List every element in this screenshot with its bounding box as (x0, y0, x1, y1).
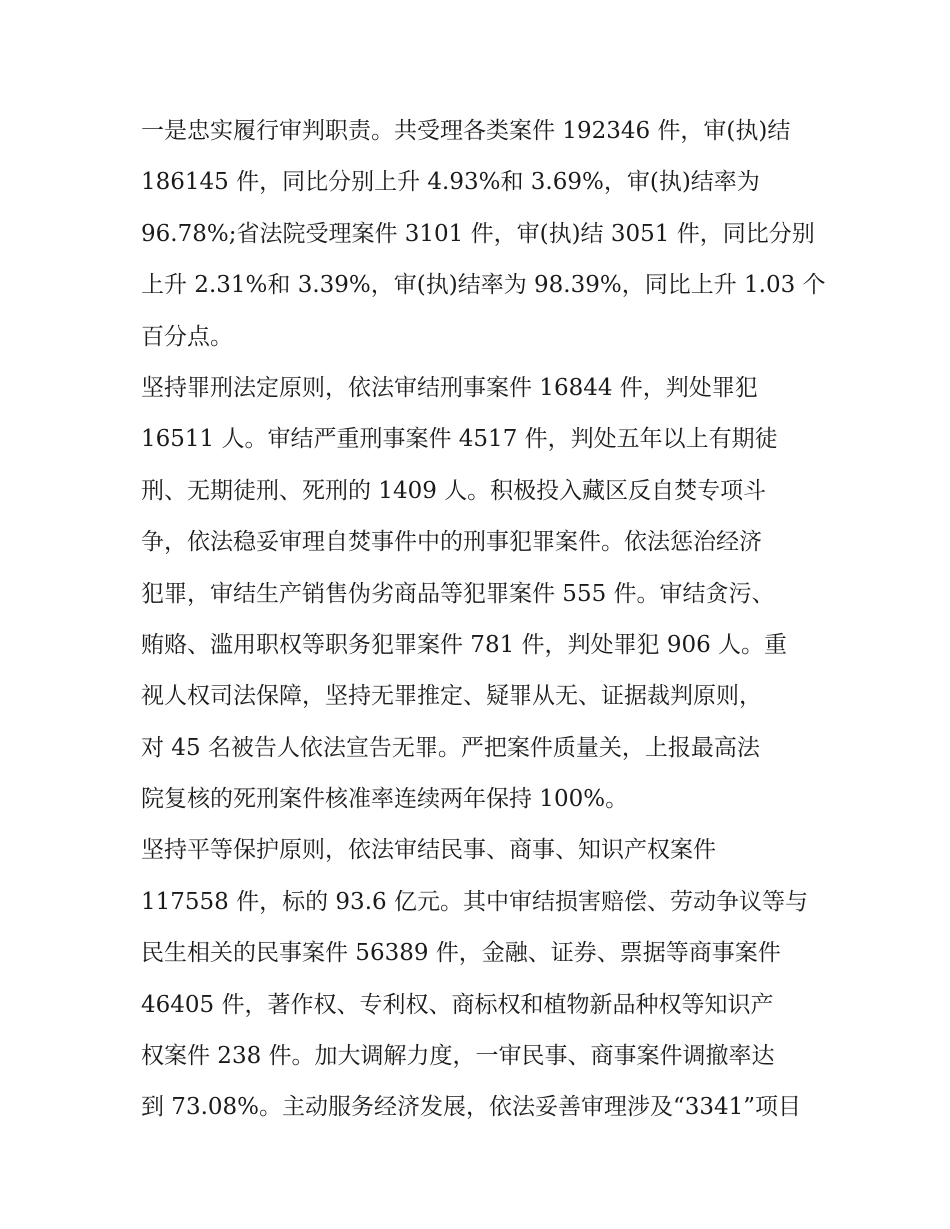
text-line: 犯罪，审结生产销售伪劣商品等犯罪案件 555 件。审结贪污、 (141, 580, 775, 607)
paragraph-civil-commercial-cases (141, 825, 821, 1133)
text-line: 坚持平等保护原则，依法审结民事、商事、知识产权案件 (141, 837, 716, 864)
text-line: 一是忠实履行审判职责。共受理各类案件 192346 件，审(执)结 (141, 118, 791, 144)
text-line: 186145 件，同比分别上升 4.93%和 3.69%，审(执)结率为 (141, 169, 760, 196)
text-line: 117558 件，标的 93.6 亿元。其中审结损害赔偿、劳动争议等与 (141, 888, 808, 915)
paragraph-criminal-cases (141, 363, 821, 826)
text-line: 争，依法稳妥审理自焚事件中的刑事犯罪案件。依法惩治经济 (141, 529, 762, 556)
text-line: 刑、无期徒刑、死刑的 1409 人。积极投入藏区反自焚专项斗 (141, 477, 767, 504)
document-body (141, 106, 826, 1134)
text-line: 上升 2.31%和 3.39%，审(执)结率为 98.39%，同比上升 1.03 个 (141, 272, 826, 299)
text-line: 百分点。 (141, 323, 233, 350)
text-line: 院复核的死刑案件核准率连续两年保持 100%。 (141, 786, 629, 813)
text-line: 坚持罪刑法定原则，依法审结刑事案件 16844 件，判处罪犯 (141, 374, 758, 401)
text-line: 46405 件，著作权、专利权、商标权和植物新品种权等知识产 (141, 991, 774, 1018)
paragraph-case-statistics (141, 106, 826, 363)
text-line: 权案件 238 件。加大调解力度，一审民事、商事案件调撤率达 (141, 1043, 775, 1070)
text-line: 对 45 名被告人依法宣告无罪。严把案件质量关，上报最高法 (141, 734, 760, 761)
text-line: 民生相关的民事案件 56389 件，金融、证券、票据等商事案件 (141, 940, 781, 967)
text-line: 16511 人。审结严重刑事案件 4517 件，判处五年以上有期徒 (141, 426, 778, 453)
text-line: 96.78%;省法院受理案件 3101 件，审(执)结 3051 件，同比分别 (141, 220, 815, 247)
text-line: 视人权司法保障，坚持无罪推定、疑罪从无、证据裁判原则， (141, 683, 762, 710)
text-line: 贿赂、滥用职权等职务犯罪案件 781 件，判处罪犯 906 人。重 (141, 631, 788, 658)
text-line: 到 73.08%。主动服务经济发展，依法妥善审理涉及“3341”项目 (141, 1094, 802, 1121)
